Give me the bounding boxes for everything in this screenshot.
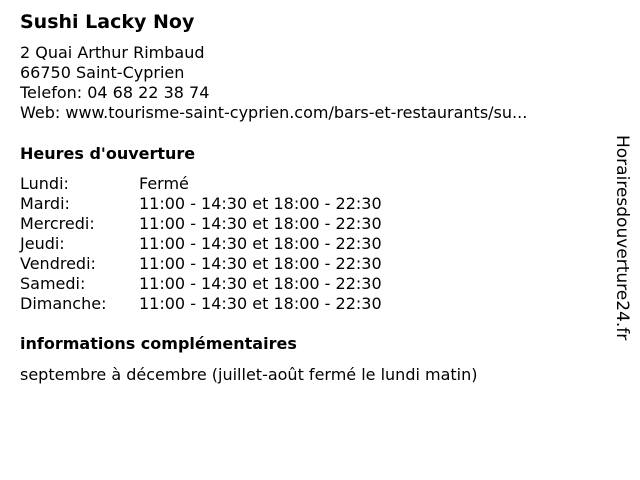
- day-hours: 11:00 - 14:30 et 18:00 - 22:30: [139, 194, 382, 213]
- day-label: Mardi:: [20, 194, 70, 213]
- business-details: [20, 43, 527, 123]
- day-hours: 11:00 - 14:30 et 18:00 - 22:30: [139, 274, 382, 293]
- hours-row-tuesday: [20, 194, 382, 214]
- day-hours: Fermé: [139, 174, 189, 193]
- additional-info-heading: informations complémentaires: [20, 334, 297, 353]
- additional-info-text: septembre à décembre (juillet-août fermé le lundi matin): [20, 365, 478, 384]
- hours-row-thursday: [20, 234, 382, 254]
- day-label: Mercredi:: [20, 214, 95, 233]
- hours-row-monday: [20, 174, 382, 194]
- day-hours: 11:00 - 14:30 et 18:00 - 22:30: [139, 214, 382, 233]
- hours-row-wednesday: [20, 214, 382, 234]
- address-city: 66750 Saint-Cyprien: [20, 63, 185, 82]
- day-hours: 11:00 - 14:30 et 18:00 - 22:30: [139, 234, 382, 253]
- hours-row-friday: [20, 254, 382, 274]
- day-hours: 11:00 - 14:30 et 18:00 - 22:30: [139, 254, 382, 273]
- phone-number: Telefon: 04 68 22 38 74: [20, 83, 210, 102]
- day-hours: 11:00 - 14:30 et 18:00 - 22:30: [139, 294, 382, 313]
- day-label: Vendredi:: [20, 254, 96, 273]
- hours-row-sunday: [20, 294, 382, 314]
- opening-hours-heading: Heures d'ouverture: [20, 144, 196, 163]
- address-street: 2 Quai Arthur Rimbaud: [20, 43, 205, 62]
- website-link: Web: www.tourisme-saint-cyprien.com/bars-et-restaurants/su...: [20, 103, 528, 122]
- opening-hours-table: [20, 174, 382, 314]
- day-label: Samedi:: [20, 274, 86, 293]
- business-name: Sushi Lacky Noy: [20, 11, 195, 33]
- day-label: Lundi:: [20, 174, 69, 193]
- day-label: Dimanche:: [20, 294, 107, 313]
- site-watermark: Horairesdouverture24.fr: [612, 135, 632, 341]
- day-label: Jeudi:: [20, 234, 65, 253]
- hours-row-saturday: [20, 274, 382, 294]
